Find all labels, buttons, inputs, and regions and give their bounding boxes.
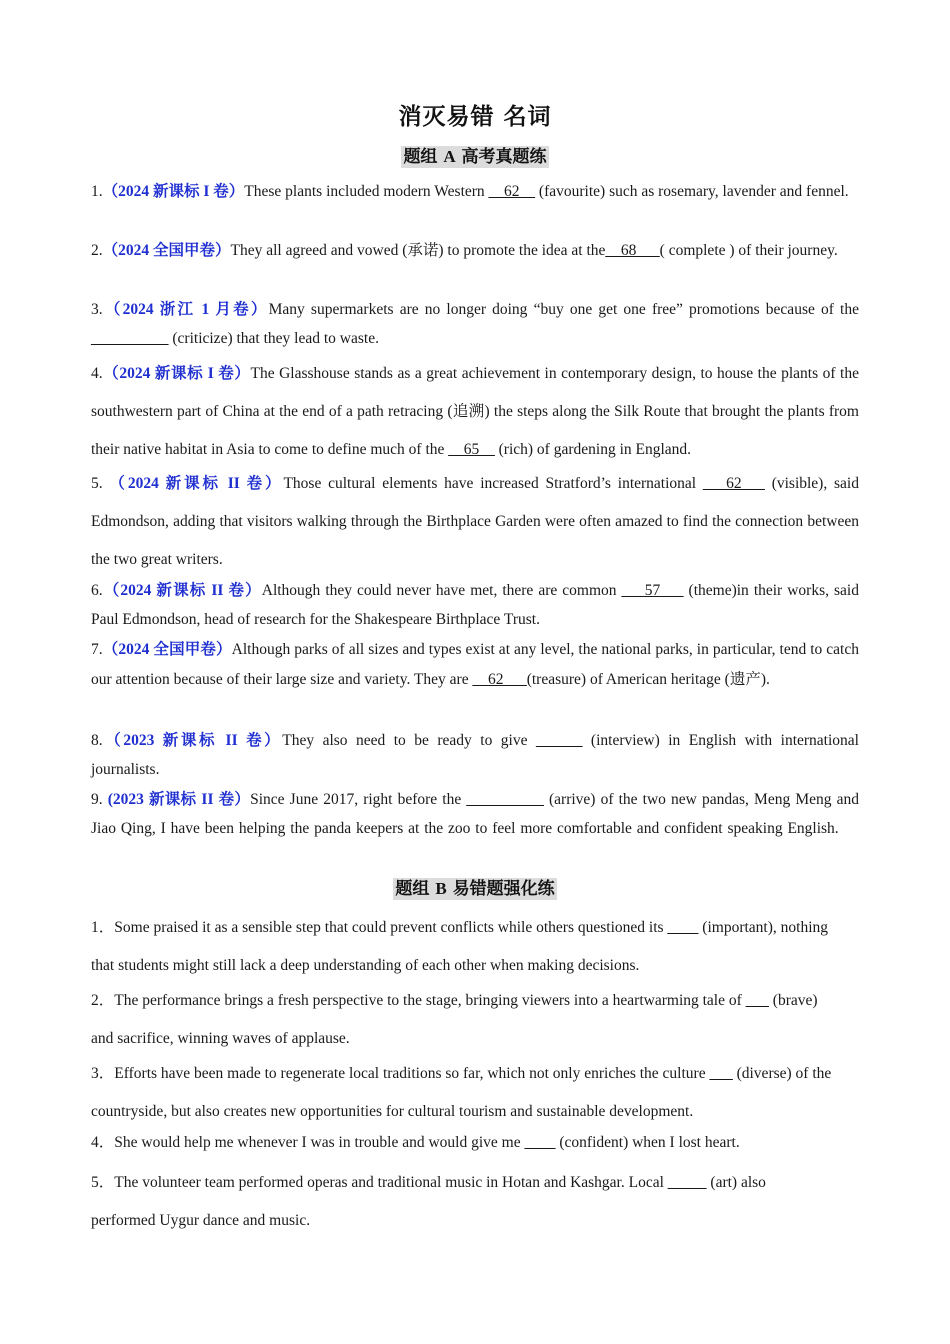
question-source: （2024 全国甲卷） — [102, 641, 232, 658]
question-number: 5． — [91, 1174, 115, 1191]
question-text: They also need to be ready to give — [282, 732, 536, 749]
question-a6 — [91, 576, 859, 634]
question-number: 5. — [91, 475, 103, 492]
question-number: 1. — [91, 183, 103, 200]
answer-blank[interactable]: ____ — [524, 1134, 556, 1151]
answer-blank[interactable]: ___ — [745, 992, 769, 1009]
question-number: 3. — [91, 301, 103, 318]
answer-blank[interactable]: ______ — [535, 732, 583, 749]
question-number: 1． — [91, 919, 115, 936]
section-b-letter: B — [435, 879, 447, 898]
question-b4 — [91, 1128, 859, 1157]
question-source: （2024 新课标 II 卷） — [102, 582, 262, 599]
question-text: (rich) of gardening in England. — [494, 441, 692, 458]
question-number: 4． — [91, 1134, 115, 1151]
question-text: Those cultural elements have increased Stratford’s international — [283, 475, 703, 492]
section-a-label — [401, 146, 548, 168]
question-text: The volunteer team performed operas and traditional music in Hotan and Kashgar. Local — [114, 1174, 668, 1191]
question-a2 — [91, 236, 859, 265]
question-text: (criticize) that they lead to waste. — [168, 330, 379, 347]
section-b-heading — [91, 874, 859, 899]
section-a-letter: A — [443, 147, 456, 166]
question-number: 8. — [91, 732, 103, 749]
answer-blank[interactable]: ___62___ — [702, 475, 765, 492]
question-a9 — [91, 785, 859, 843]
question-number: 6. — [91, 582, 103, 599]
question-text: (visible), said Edmondson, adding that visitors walking through the Birthplace Garden were often amazed to find the connection between the two great writers. — [91, 475, 859, 568]
question-text: (brave) and sacrifice, winning waves of applause. — [91, 992, 818, 1047]
question-text: (important), nothing that students might still lack a deep understanding of each other when making decisions. — [91, 919, 828, 974]
question-text: The Glasshouse stands as a great achievement in contemporary design, to house the plants of the southwestern part of China at the end of a path retracing (追溯) the steps along the Silk Route that brought the plants from their native habitat in Asia to come to define much of the — [91, 365, 859, 458]
section-b-suffix: 易错题强化练 — [446, 879, 555, 899]
question-source: （2024 新课标 I 卷） — [102, 183, 245, 200]
question-text: The performance brings a fresh perspective to the stage, bringing viewers into a heartwarming tale of — [114, 992, 746, 1009]
question-a7 — [91, 635, 859, 695]
section-b-label — [393, 878, 556, 900]
question-a3 — [91, 295, 859, 353]
question-b5 — [91, 1164, 831, 1240]
question-b3 — [91, 1055, 856, 1131]
question-text: (theme)in their works, said Paul Edmondson, head of research for the Shakespeare Birthplace Trust. — [91, 582, 859, 628]
question-text: (interview) in English with international journalists. — [91, 732, 859, 778]
question-a4 — [91, 355, 859, 469]
question-text: (diverse) of the countryside, but also creates new opportunities for cultural tourism and sustainable development. — [91, 1065, 832, 1120]
page-title: 消灭易错 名词 — [398, 104, 552, 130]
section-a-suffix: 高考真题练 — [455, 147, 547, 167]
answer-blank[interactable]: ____ — [667, 919, 699, 936]
answer-blank[interactable]: __62__ — [488, 183, 536, 200]
question-text: (confident) when I lost heart. — [555, 1134, 740, 1151]
question-a8 — [91, 726, 859, 784]
question-number: 9. — [91, 791, 103, 808]
answer-blank[interactable]: _____ — [667, 1174, 707, 1191]
answer-blank[interactable]: __________ — [91, 330, 169, 347]
question-text: (favourite) such as rosemary, lavender and fennel. — [535, 183, 849, 200]
question-source: （2024 全国甲卷） — [102, 242, 231, 259]
question-number: 7. — [91, 641, 103, 658]
question-text: These plants included modern Western — [244, 183, 489, 200]
question-text: Since June 2017, right before the — [250, 791, 467, 808]
answer-blank[interactable]: __________ — [466, 791, 544, 808]
question-source: （2024 新课标 II 卷） — [102, 475, 284, 492]
section-b-prefix: 题组 — [395, 879, 436, 899]
answer-blank[interactable]: __68___ — [605, 242, 660, 259]
question-text: Many supermarkets are no longer doing “buy one get one free” promotions because of the — [268, 301, 859, 318]
answer-blank[interactable]: __62___ — [472, 671, 527, 688]
question-number: 2. — [91, 242, 103, 259]
question-text: Efforts have been made to regenerate local traditions so far, which not only enriches the culture — [114, 1065, 710, 1082]
question-number: 2． — [91, 992, 115, 1009]
question-source: （2024 新课标 I 卷） — [102, 365, 251, 382]
answer-blank[interactable]: ___ — [709, 1065, 733, 1082]
question-text: They all agreed and vowed (承诺) to promote the idea at the — [230, 242, 606, 259]
question-source: （2024 浙江 1 月卷） — [102, 301, 269, 318]
question-b1 — [91, 909, 836, 985]
question-text: ( complete ) of their journey. — [659, 242, 838, 259]
question-text: Some praised it as a sensible step that could prevent conflicts while others questioned its — [114, 919, 668, 936]
answer-blank[interactable]: ___57___ — [621, 582, 684, 599]
answer-blank[interactable]: __65__ — [448, 441, 495, 458]
question-b2 — [91, 982, 836, 1058]
question-a5 — [91, 465, 859, 579]
question-text: Although they could never have met, there are common — [261, 582, 622, 599]
question-text: She would help me whenever I was in trouble and would give me — [114, 1134, 525, 1151]
question-text: (treasure) of American heritage (遗产). — [526, 671, 770, 688]
section-a-heading — [91, 142, 859, 167]
question-source: (2023 新课标 II 卷） — [102, 791, 251, 808]
section-a-prefix: 题组 — [403, 147, 444, 167]
question-a1 — [91, 177, 859, 206]
question-number: 4. — [91, 365, 103, 382]
question-source: （2023 新课标 II 卷） — [102, 732, 283, 749]
question-text: (arrive) of the two new pandas, Meng Meng and Jiao Qing, I have been helping the panda keepers at the zoo to feel more comfortable and confident speaking English. — [91, 791, 859, 837]
question-number: 3． — [91, 1065, 115, 1082]
question-text: Although parks of all sizes and types exist at any level, the national parks, in particular, tend to catch our attention because of their large size and variety. They are — [91, 641, 859, 688]
question-text: (art) also performed Uygur dance and music. — [91, 1174, 766, 1229]
